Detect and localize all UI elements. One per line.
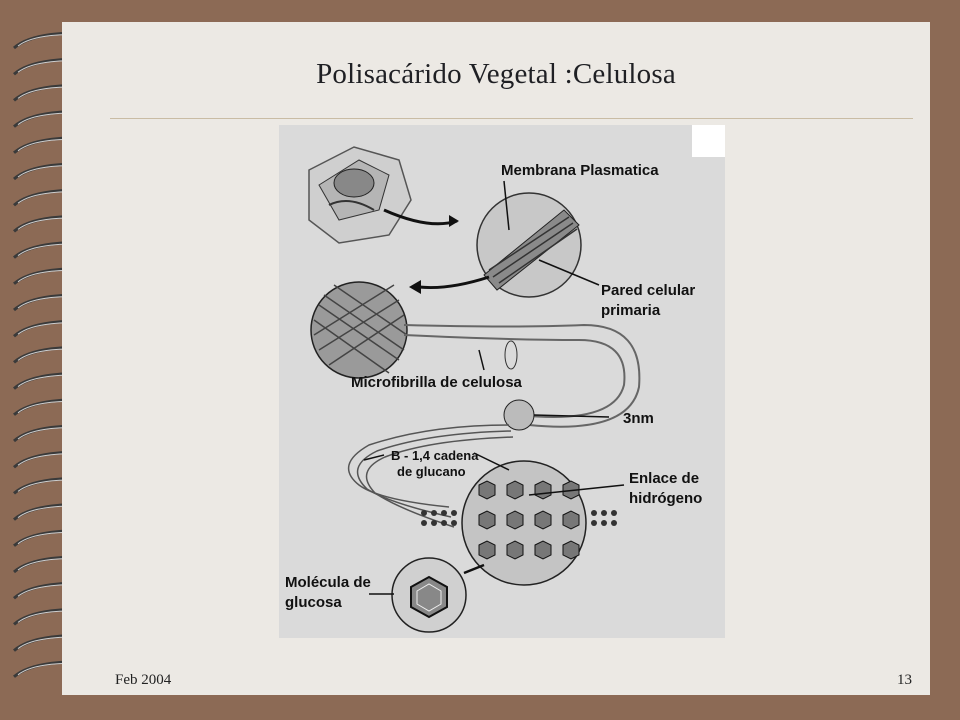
- label-cadena-2: de glucano: [397, 464, 466, 479]
- title-divider: [110, 118, 913, 119]
- label-pared-1: Pared celular: [601, 282, 696, 299]
- label-3nm: 3nm: [623, 410, 654, 427]
- label-pared-2: primaria: [601, 302, 661, 319]
- cellulose-diagram: [279, 125, 725, 638]
- label-cadena-1: B - 1,4 cadena: [391, 448, 479, 463]
- label-molecula-2: glucosa: [285, 594, 342, 611]
- microfibril-mesh-circle: [311, 282, 407, 378]
- slide-title: Polisacárido Vegetal :Celulosa: [316, 58, 676, 90]
- glucose-molecule-circle: [392, 558, 466, 632]
- slide-number: 13: [897, 672, 912, 688]
- label-membrana: Membrana Plasmatica: [501, 162, 659, 179]
- label-microfibrilla: Microfibrilla de celulosa: [351, 374, 522, 391]
- footer-date: Feb 2004: [115, 672, 172, 688]
- label-enlace-2: hidrógeno: [629, 490, 703, 507]
- label-molecula-1: Molécula de: [285, 574, 371, 591]
- cell-wall-circle: [477, 193, 581, 297]
- label-enlace-1: Enlace de: [629, 470, 700, 487]
